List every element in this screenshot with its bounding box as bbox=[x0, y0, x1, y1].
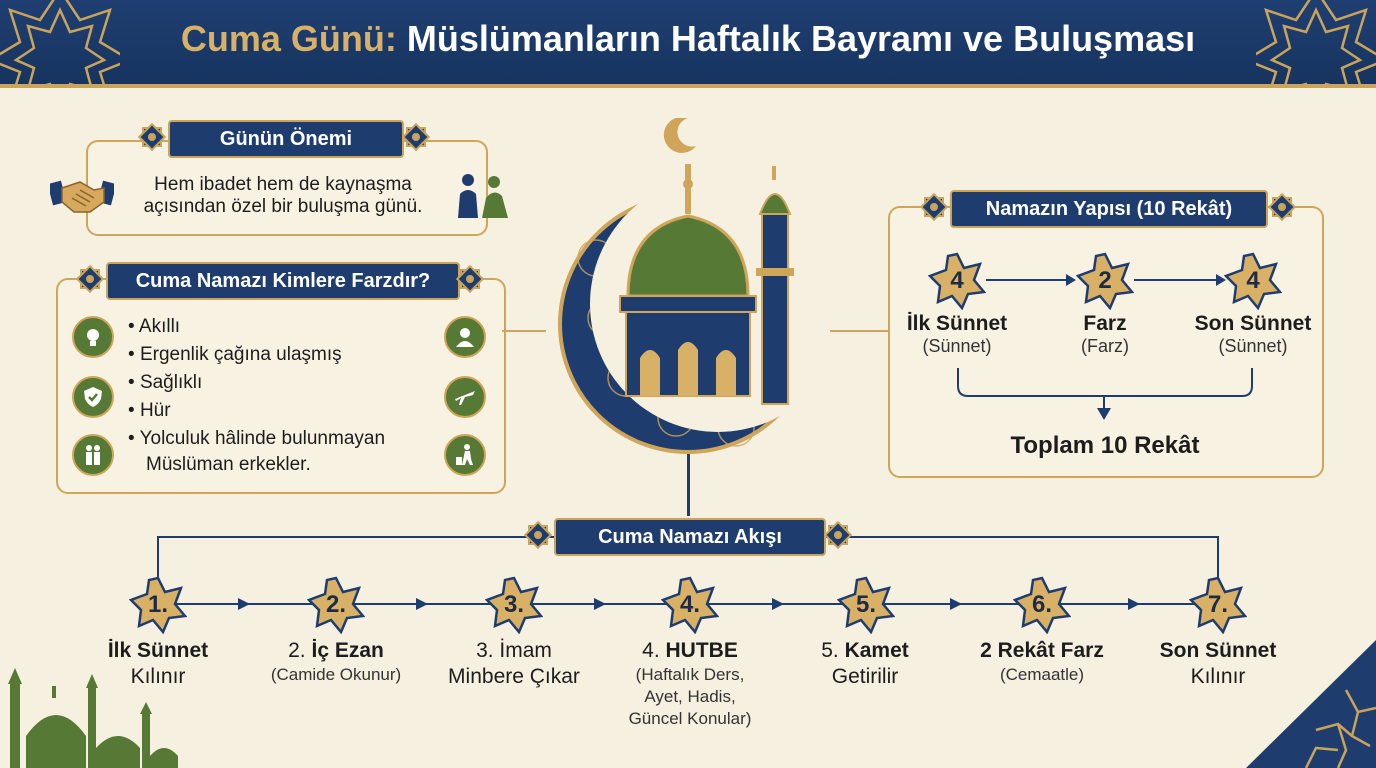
structure-heading: Namazın Yapısı (10 Rekât) bbox=[950, 190, 1268, 228]
step-title: Kamet bbox=[844, 639, 909, 662]
mosque-silhouette-icon bbox=[0, 660, 180, 768]
ornament-icon bbox=[452, 261, 488, 297]
step-title: Son Sünnet bbox=[1159, 639, 1277, 662]
step-note: Güncel Konular) bbox=[628, 709, 752, 728]
person-icon bbox=[444, 316, 486, 358]
title-highlight: Cuma Günü: bbox=[180, 18, 397, 59]
importance-heading: Günün Önemi bbox=[168, 120, 404, 158]
title-main: Müslümanların Haftalık Bayramı ve Buluşması bbox=[406, 18, 1196, 59]
step-detail: Kılınır bbox=[1190, 665, 1246, 688]
step-note: (Haftalık Ders, bbox=[635, 665, 745, 684]
list-item: • Akıllı bbox=[128, 316, 181, 337]
step-title: İlk Sünnet bbox=[107, 639, 209, 662]
structure-total: Toplam 10 Rekât bbox=[1010, 432, 1200, 459]
connector-line bbox=[687, 454, 690, 516]
ornament-icon bbox=[398, 119, 434, 155]
structure-part-type: (Sünnet) bbox=[922, 336, 992, 356]
step-title: 2 Rekât Farz bbox=[980, 639, 1104, 662]
list-item: • Ergenlik çağına ulaşmış bbox=[128, 344, 342, 365]
flow-step bbox=[430, 638, 598, 690]
lightbulb-icon bbox=[72, 316, 114, 358]
flow-step: 5. Kamet Getirilir bbox=[790, 638, 940, 690]
praying-people-icon bbox=[452, 170, 518, 220]
step-number: 2. bbox=[325, 591, 346, 618]
list-item: • Sağlıklı bbox=[128, 372, 203, 393]
step-detail: Getirilir bbox=[831, 665, 899, 688]
ornament-icon bbox=[72, 261, 108, 297]
step-number: 3. bbox=[503, 591, 524, 618]
ornament-icon bbox=[134, 119, 170, 155]
importance-line-1: Hem ibadet hem de kaynaşma bbox=[154, 174, 412, 195]
structure-part bbox=[892, 312, 1022, 357]
step-number: 4. bbox=[679, 591, 700, 618]
ornament-icon bbox=[820, 517, 856, 553]
corner-ornament bbox=[1246, 640, 1376, 768]
connector-line bbox=[502, 330, 546, 332]
step-title: İç Ezan bbox=[311, 639, 384, 662]
structure-part bbox=[1040, 312, 1170, 357]
family-icon bbox=[72, 434, 114, 476]
flow-heading: Cuma Namazı Akışı bbox=[554, 518, 826, 556]
who-heading: Cuma Namazı Kimlere Farzdır? bbox=[106, 262, 460, 300]
importance-line-2: açısından özel bir buluşma günü. bbox=[143, 196, 423, 217]
structure-part-count: 2 bbox=[1098, 267, 1112, 294]
step-detail: Kılınır bbox=[130, 665, 186, 688]
step-detail: Minbere Çıkar bbox=[448, 665, 580, 688]
page-title bbox=[0, 18, 1376, 60]
step-title: HUTBE bbox=[665, 639, 738, 662]
flow-frame-line bbox=[157, 536, 159, 580]
flow-step bbox=[958, 638, 1126, 686]
ornament-icon bbox=[916, 189, 952, 225]
structure-part-name: İlk Sünnet bbox=[906, 312, 1008, 335]
step-note: (Cemaatle) bbox=[999, 665, 1085, 684]
structure-part-type: (Sünnet) bbox=[1218, 336, 1288, 356]
step-number: 1. bbox=[147, 591, 168, 618]
traveler-icon bbox=[444, 434, 486, 476]
structure-part-name: Farz bbox=[1083, 312, 1127, 335]
list-item-continuation: Müslüman erkekler. bbox=[146, 454, 311, 475]
structure-part-count: 4 bbox=[950, 267, 964, 294]
step-note: Ayet, Hadis, bbox=[644, 687, 736, 706]
structure-part bbox=[1186, 312, 1320, 357]
importance-text bbox=[118, 174, 448, 218]
flow-step: 4. HUTBE (Haftalık Ders, Ayet, Hadis, Güncel Konular) bbox=[604, 638, 776, 730]
crescent-mosque-icon bbox=[546, 118, 830, 454]
step-number: 6. bbox=[1031, 591, 1052, 618]
ornament-icon bbox=[1264, 189, 1300, 225]
flow-frame-line bbox=[1217, 536, 1219, 580]
shield-check-icon bbox=[72, 376, 114, 418]
ornament-icon bbox=[520, 517, 556, 553]
step-number: 7. bbox=[1207, 591, 1228, 618]
connector-line bbox=[830, 330, 888, 332]
flow-step: 2. İç Ezan (Camide Okunur) bbox=[252, 638, 420, 686]
step-title: 3. İmam bbox=[476, 639, 552, 662]
list-item: • Yolculuk hâlinde bulunmayan bbox=[128, 428, 386, 449]
step-number: 5. bbox=[855, 591, 876, 618]
who-list bbox=[128, 316, 438, 476]
structure-part-count: 4 bbox=[1246, 267, 1260, 294]
list-item: • Hür bbox=[128, 400, 171, 421]
airplane-icon bbox=[444, 376, 486, 418]
handshake-icon bbox=[50, 172, 114, 218]
step-note: (Camide Okunur) bbox=[270, 665, 402, 684]
structure-part-type: (Farz) bbox=[1081, 336, 1129, 356]
structure-part-name: Son Sünnet bbox=[1194, 312, 1312, 335]
